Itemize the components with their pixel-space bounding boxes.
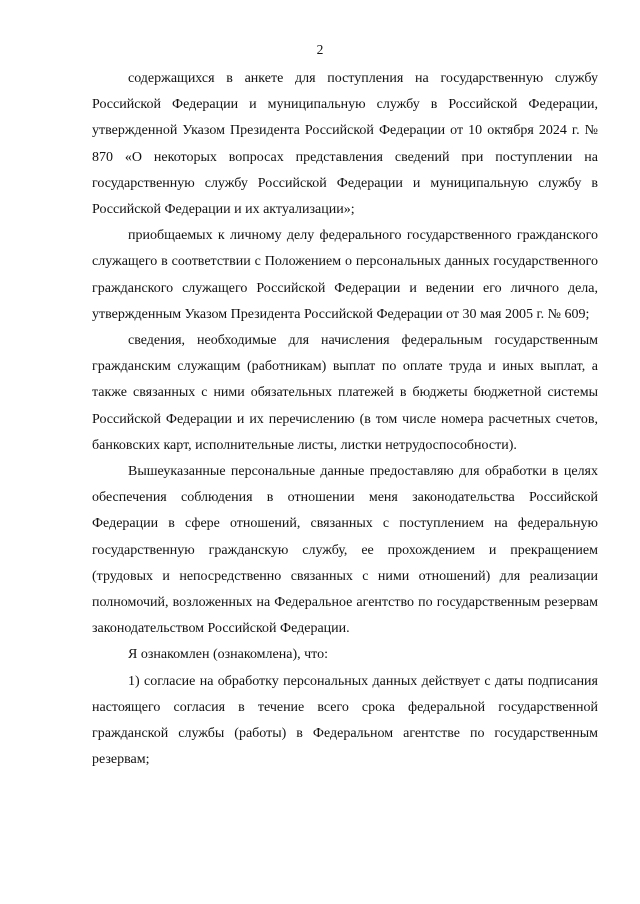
paragraph-personal-file: приобщаемых к личному делу федерального государственного гражданского служащего в соответствии с Положением о персональных данных государственного гражданского служащего Российской Федерации и ведении его личного дела, утвержденным Указом Президента Российской Федерации от 30 мая 2005 г. № 609; — [92, 228, 598, 322]
paragraph-acknowledgement: Я ознакомлен (ознакомлена), что: — [128, 647, 328, 663]
paragraph-anketa: содержащихся в анкете для поступления на государственную службу Российской Федерации и муниципальную службу в Российской Федерации, утвержденной Указом Президента Российской Федерации от 10 октября 2024 г. № 870 «О некоторых вопросах представления сведений при поступлении на государственную службу Российской Федерации и муниципальную службу в Российской Федерации и их актуализации»; — [92, 71, 598, 218]
paragraph-payroll-info: сведения, необходимые для начисления федеральным государственным гражданским служащим (работникам) выплат по оплате труда и иных выплат, а также связанных с ними обязательных платежей в бюджеты бюджетной системы Российской Федерации и их перечислению (в том числе номера расчетных счетов, банковских карт, исполнительные листы, листки нетрудоспособности). — [92, 333, 598, 453]
page-number: 2 — [316, 42, 324, 57]
paragraph-processing-purpose: Вышеуказанные персональные данные предоставляю для обработки в целях обеспечения соблюдения в отношении меня законодательства Российской Федерации в сфере отношений, связанных с поступлением на федеральную государственную гражданскую службу, ее прохождением и прекращением (трудовых и непосредственно связанных с ними отношений) для реализации полномочий, возложенных на Федеральное агентство по государственным резервам законодательством Российской Федерации. — [92, 464, 598, 637]
document-body — [92, 66, 598, 773]
paragraph-item-1: 1) согласие на обработку персональных данных действует с даты подписания настоящего согласия в течение всего срока федеральной государственной гражданской службы (работы) в Федеральном агентстве по государственным резервам; — [92, 673, 598, 768]
